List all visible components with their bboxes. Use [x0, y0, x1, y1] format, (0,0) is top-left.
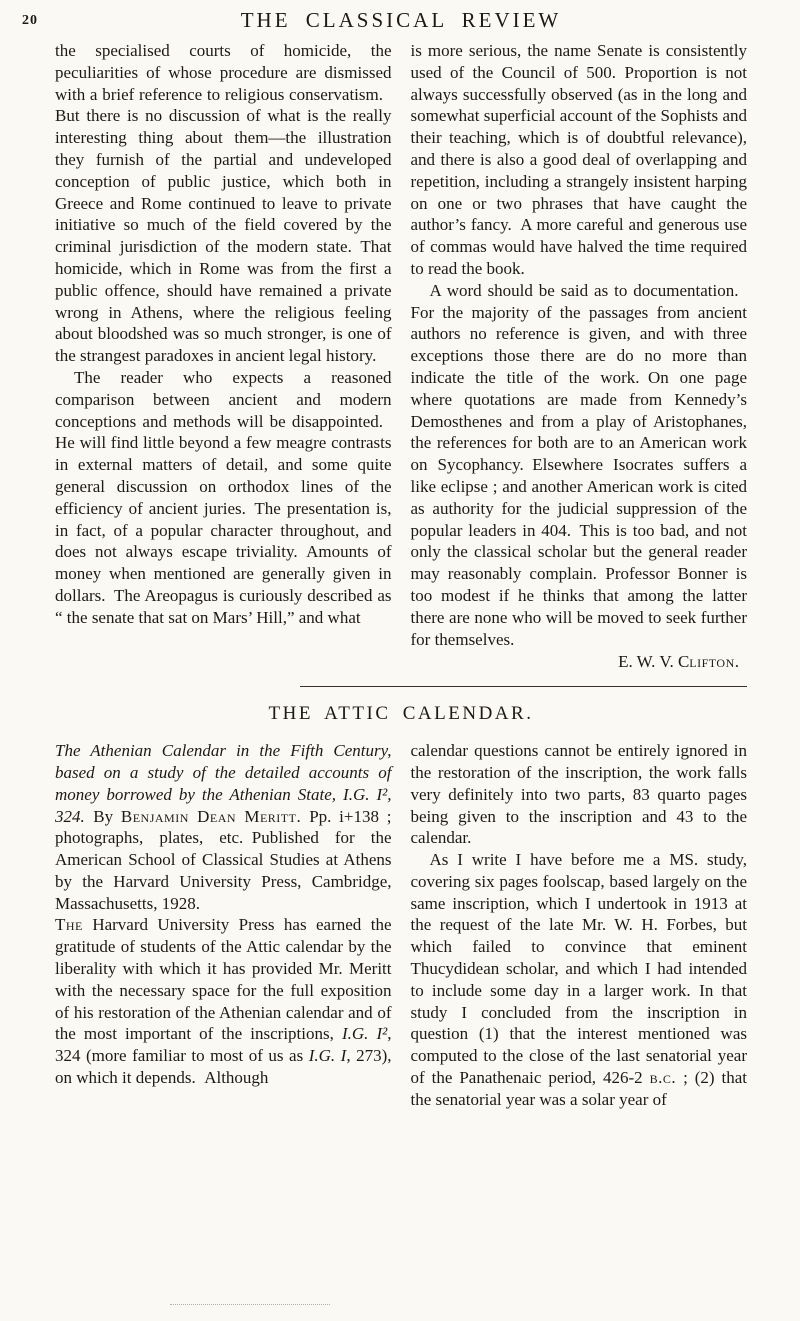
- text-segment: By: [84, 806, 121, 826]
- two-column-layout: [55, 740, 747, 1111]
- text-segment: E. W. V. C: [618, 652, 690, 672]
- text-segment: ; (2) that the senatorial year was a solar year of: [410, 1068, 747, 1109]
- text-segment: A word should be said as to documentation. For the majority of the passages from ancient authors no reference is given, and with three exceptions those there are do no more than indicate the title of the work. On one page where quotations are made from Kennedy’s Demosthenes and from a play of Aristophanes, the references for both are to an American work on Sycophancy. Elsewhere Isocrates suffers a like eclipse ; and another American work is cited as authority for the judicial suppression of the popular leaders in 404. This is too bad, and not only the classical scholar but the general reader may reasonably complain. Professor Bonner is too modest if he thinks that among the latter there are none who will be moved to seek further for themselves.: [410, 280, 747, 649]
- book-citation: [55, 740, 392, 914]
- text-segment: Benjamin Dean Meritt: [120, 806, 297, 826]
- review-attic-calendar-section: [55, 703, 747, 1111]
- review-signature: [411, 651, 748, 673]
- text-segment: I.G. I²: [341, 1024, 388, 1044]
- text-segment: The Athenian Calendar in the Fifth Century, based on a study of the detailed accounts of money borrowed by the Athenian State, I.G. I², 324.: [55, 741, 392, 826]
- text-segment: As I write I have before me a MS. study, covering six pages foolscap, based largely on the same inscription, which I undertook in 1913 at the request of the late Mr. W. H. Forbes, but which failed to convince that eminent Thucydidean scholar, and which I had intended to include some day in a larger work. In that study I concluded from the inscription in question (1) that the interest mentioned was computed to the close of the last senatorial year of the Panathenaic period, 426-2: [410, 850, 747, 1088]
- journal-title: THE CLASSICAL REVIEW: [240, 8, 562, 32]
- paragraph: [55, 914, 392, 1088]
- paragraph: [55, 40, 392, 367]
- text-segment: calendar questions cannot be entirely ignored in the restoration of the inscription, the work falls very definitely into two parts, 83 quarto pages being given to the inscription and 43 to the calendar.: [410, 741, 747, 848]
- text-segment: lifton: [689, 652, 735, 672]
- scan-artifact: [170, 1304, 330, 1305]
- article-heading: THE ATTIC CALENDAR.: [268, 703, 534, 725]
- review-bonner-section: [55, 40, 747, 673]
- left-column: [55, 740, 392, 1111]
- text-segment: . Pp. i+138 ; photographs, plates, etc. Published for the American School of Classical Studies at Athens by the Harvard University Press, Cambridge, Massachusetts, 1928.: [55, 806, 392, 913]
- text-segment: I.G. I: [308, 1046, 347, 1066]
- page-header: [22, 6, 747, 40]
- paragraph: [411, 740, 748, 849]
- text-segment: , 324 (more familiar to most of us as: [55, 1024, 392, 1066]
- right-column: [411, 40, 748, 673]
- text-segment: the specialised courts of homicide, the peculiarities of whose procedure are dismissed with a brief reference to religious conservatism. But there is no discussion of what is the really interesting thing about them—the illustration they furnish of the partial and undeveloped conception of public justice, which both in Greece and Rome continued to leave to private initiative so much of the field covered by the criminal jurisdiction of the modern state. That homicide, which in Rome was from the first a public offence, should have remained a private wrong in Athens, where the religious feeling about bloodshed was so much stronger, is one of the strangest paradoxes in ancient legal history.: [55, 41, 392, 366]
- text-segment: The reader who expects a reasoned comparison between ancient and modern conceptions and methods will be disappointed. He will find little beyond a few meagre contrasts in external matters of detail, and some quite general discussion on orthodox lines of the efficiency of ancient juries. The presentation is, in fact, of a popular character throughout, and does not always escape triviality. Amounts of money when mentioned are generally given in dollars. The Areopagus is curiously described as “ the senate that sat on Mars’ Hill,” and what: [55, 367, 392, 627]
- section-divider: [300, 686, 747, 687]
- paragraph: [411, 40, 748, 280]
- text-segment: b.c.: [649, 1068, 677, 1088]
- text-segment: The: [55, 915, 83, 935]
- text-segment: Harvard University Press has earned the gratitude of students of the Attic calendar by the liberality with which it has provided Mr. Meritt with the necessary space for the full exposition of his restoration of the Athenian calendar and of the most important of the inscriptions,: [55, 915, 392, 1044]
- left-column: [55, 40, 392, 673]
- text-segment: , 273), on which it depends. Although: [55, 1046, 392, 1088]
- paragraph: [55, 367, 392, 629]
- right-column: [411, 740, 748, 1111]
- paragraph: [411, 849, 748, 1111]
- page-number: 20: [22, 13, 38, 28]
- text-segment: .: [734, 652, 739, 672]
- two-column-layout: [55, 40, 747, 673]
- text-segment: is more serious, the name Senate is consistently used of the Council of 500. Proportion is not always successfully observed (as in the long and somewhat superficial account of the Sophists and their teaching, which is of doubtful relevance), and there is also a good deal of overlapping and repetition, including a strangely insistent harping on one or two phrases that have caught the author’s fancy. A more careful and generous use of commas would have halved the time required to read the book.: [410, 41, 747, 278]
- paragraph: [411, 280, 748, 651]
